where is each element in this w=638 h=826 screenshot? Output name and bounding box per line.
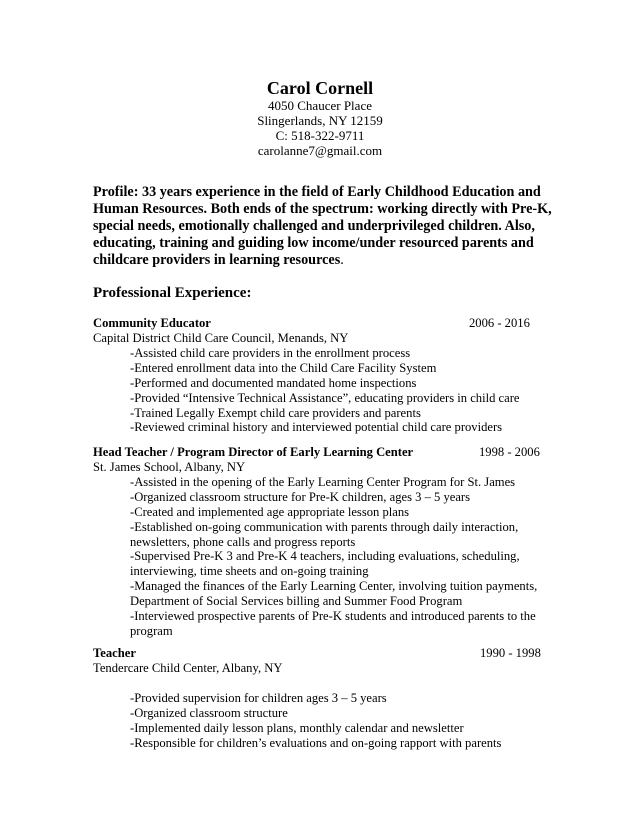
list-item: -Entered enrollment data into the Child Care Facility System (130, 360, 437, 375)
job-title: Head Teacher / Program Director of Early Learning Center (93, 445, 414, 459)
job-entry-teacher (93, 646, 553, 751)
address-line-2: Slingerlands, NY 12159 (257, 113, 383, 128)
list-item: -Organized classroom structure for Pre-K children, ages 3 – 5 years (130, 489, 471, 504)
list-item: -Assisted in the opening of the Early Learning Center Program for St. James (130, 474, 516, 489)
list-item: -Reviewed criminal history and interviewed potential child care providers (130, 420, 503, 435)
job-employer: Capital District Child Care Council, Menands, NY (93, 331, 349, 345)
spacer (93, 676, 553, 691)
list-item: -Assisted child care providers in the enrollment process (130, 345, 411, 360)
list-item: -Responsible for children’s evaluations and on-going rapport with parents (130, 735, 502, 750)
list-item: -Performed and documented mandated home inspections (130, 375, 417, 390)
job-dates: 2006 - 2016 (469, 316, 530, 330)
list-item: -Supervised Pre-K 3 and Pre-K 4 teachers, including evaluations, scheduling, interviewing, time sheets and on-going training (130, 549, 520, 579)
profile-summary (93, 184, 553, 269)
job-entry-community-educator (93, 316, 553, 435)
list-item: -Interviewed prospective parents of Pre-K students and introduced parents to the program (130, 609, 536, 638)
candidate-name: Carol Cornell (266, 78, 374, 98)
list-item: -Implemented daily lesson plans, monthly calendar and newsletter (130, 720, 464, 735)
job-dates: 1990 - 1998 (480, 646, 541, 660)
job-title: Teacher (93, 646, 136, 660)
job-employer: Tendercare Child Center, Albany, NY (93, 661, 283, 675)
list-item: -Managed the finances of the Early Learning Center, involving tuition payments, Department of Social Services billing and Summer Food Program (130, 579, 538, 609)
job-duties-list (130, 691, 550, 751)
address-line-1: 4050 Chaucer Place (268, 98, 372, 113)
job-entry-head-teacher (93, 445, 553, 639)
list-item: -Established on-going communication with parents through daily interaction, newsletters, phone calls and progress reports (130, 519, 525, 549)
job-title: Community Educator (93, 316, 211, 330)
list-item: -Created and implemented age appropriate lesson plans (130, 504, 410, 519)
job-duties-list (130, 346, 550, 435)
email-address: carolanne7@gmail.com (257, 143, 383, 158)
profile-period: . (340, 252, 344, 268)
list-item: -Provided “Intensive Technical Assistance”, educating providers in child care (130, 390, 520, 405)
list-item: -Trained Legally Exempt child care providers and parents (130, 405, 421, 420)
profile-text: Profile: 33 years experience in the field of Early Childhood Education and Human Resources. Both ends of the spectrum: working directly with Pre-K, special needs, emotionally challenged and underprivileged children. Also, educating, training and guiding low income/under resourced parents and childcare providers in learning resources (93, 184, 552, 268)
resume-header (0, 78, 638, 158)
job-duties-list (130, 475, 550, 639)
list-item: -Provided supervision for children ages 3 – 5 years (130, 690, 387, 705)
job-dates: 1998 - 2006 (479, 445, 540, 459)
phone-number: C: 518-322-9711 (275, 128, 365, 143)
experience-heading: Professional Experience: (93, 285, 252, 301)
list-item: -Organized classroom structure (130, 705, 288, 720)
job-employer: St. James School, Albany, NY (93, 460, 246, 474)
